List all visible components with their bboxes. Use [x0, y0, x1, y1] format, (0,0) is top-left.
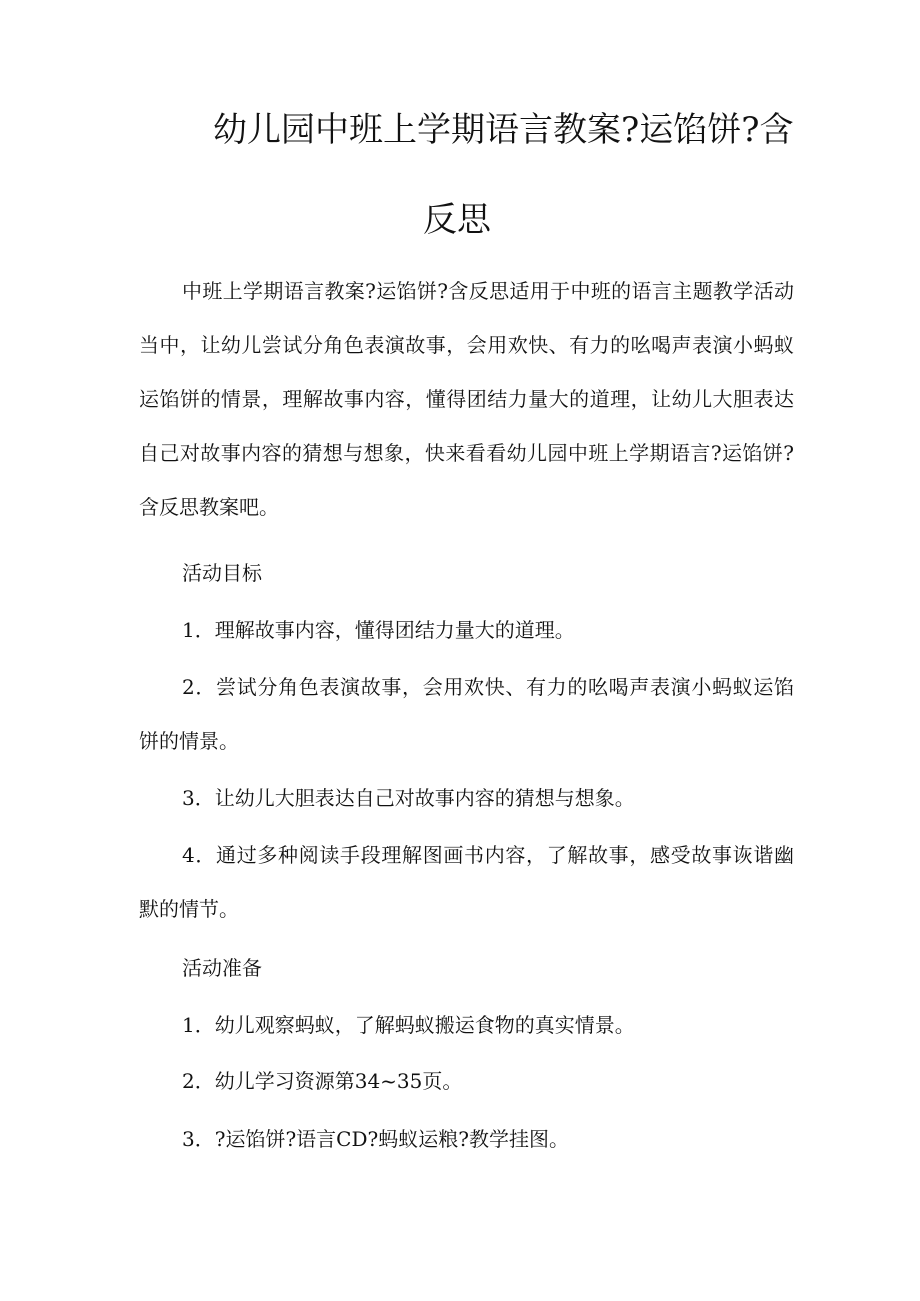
goal-item-4: 4．通过多种阅读手段理解图画书内容，了解故事，感受故事诙谐幽默的情节。	[139, 843, 794, 921]
prep-item-3: 3．?运馅饼?语言CD?蚂蚁运粮?教学挂图。	[182, 1127, 569, 1151]
goal-item-2: 2．尝试分角色表演故事，会用欢快、有力的吆喝声表演小蚂蚁运馅饼的情景。	[139, 675, 794, 753]
prep-item-1: 1．幼儿观察蚂蚁，了解蚂蚁搬运食物的真实情景。	[182, 1013, 635, 1037]
intro-paragraph: 中班上学期语言教案?运馅饼?含反思适用于中班的语言主题教学活动当中，让幼儿尝试分角色表演故事，会用欢快、有力的吆喝声表演小蚂蚁运馅饼的情景，理解故事内容，懂得团结力量大的道理，让幼儿大胆表达自己对故事内容的猜想与想象，快来看看幼儿园中班上学期语言?运馅饼?含反思教案吧。	[139, 279, 794, 519]
document-title-line-2: 反思	[423, 200, 491, 240]
prep-heading: 活动准备	[182, 956, 262, 980]
document-title-line-1: 幼儿园中班上学期语言教案?运馅饼?含	[213, 110, 794, 150]
goal-item-3: 3．让幼儿大胆表达自己对故事内容的猜想与想象。	[182, 786, 635, 810]
goal-item-1: 1．理解故事内容，懂得团结力量大的道理。	[182, 618, 575, 642]
prep-item-2: 2．幼儿学习资源第34~35页。	[182, 1069, 463, 1093]
goals-heading: 活动目标	[182, 561, 262, 585]
